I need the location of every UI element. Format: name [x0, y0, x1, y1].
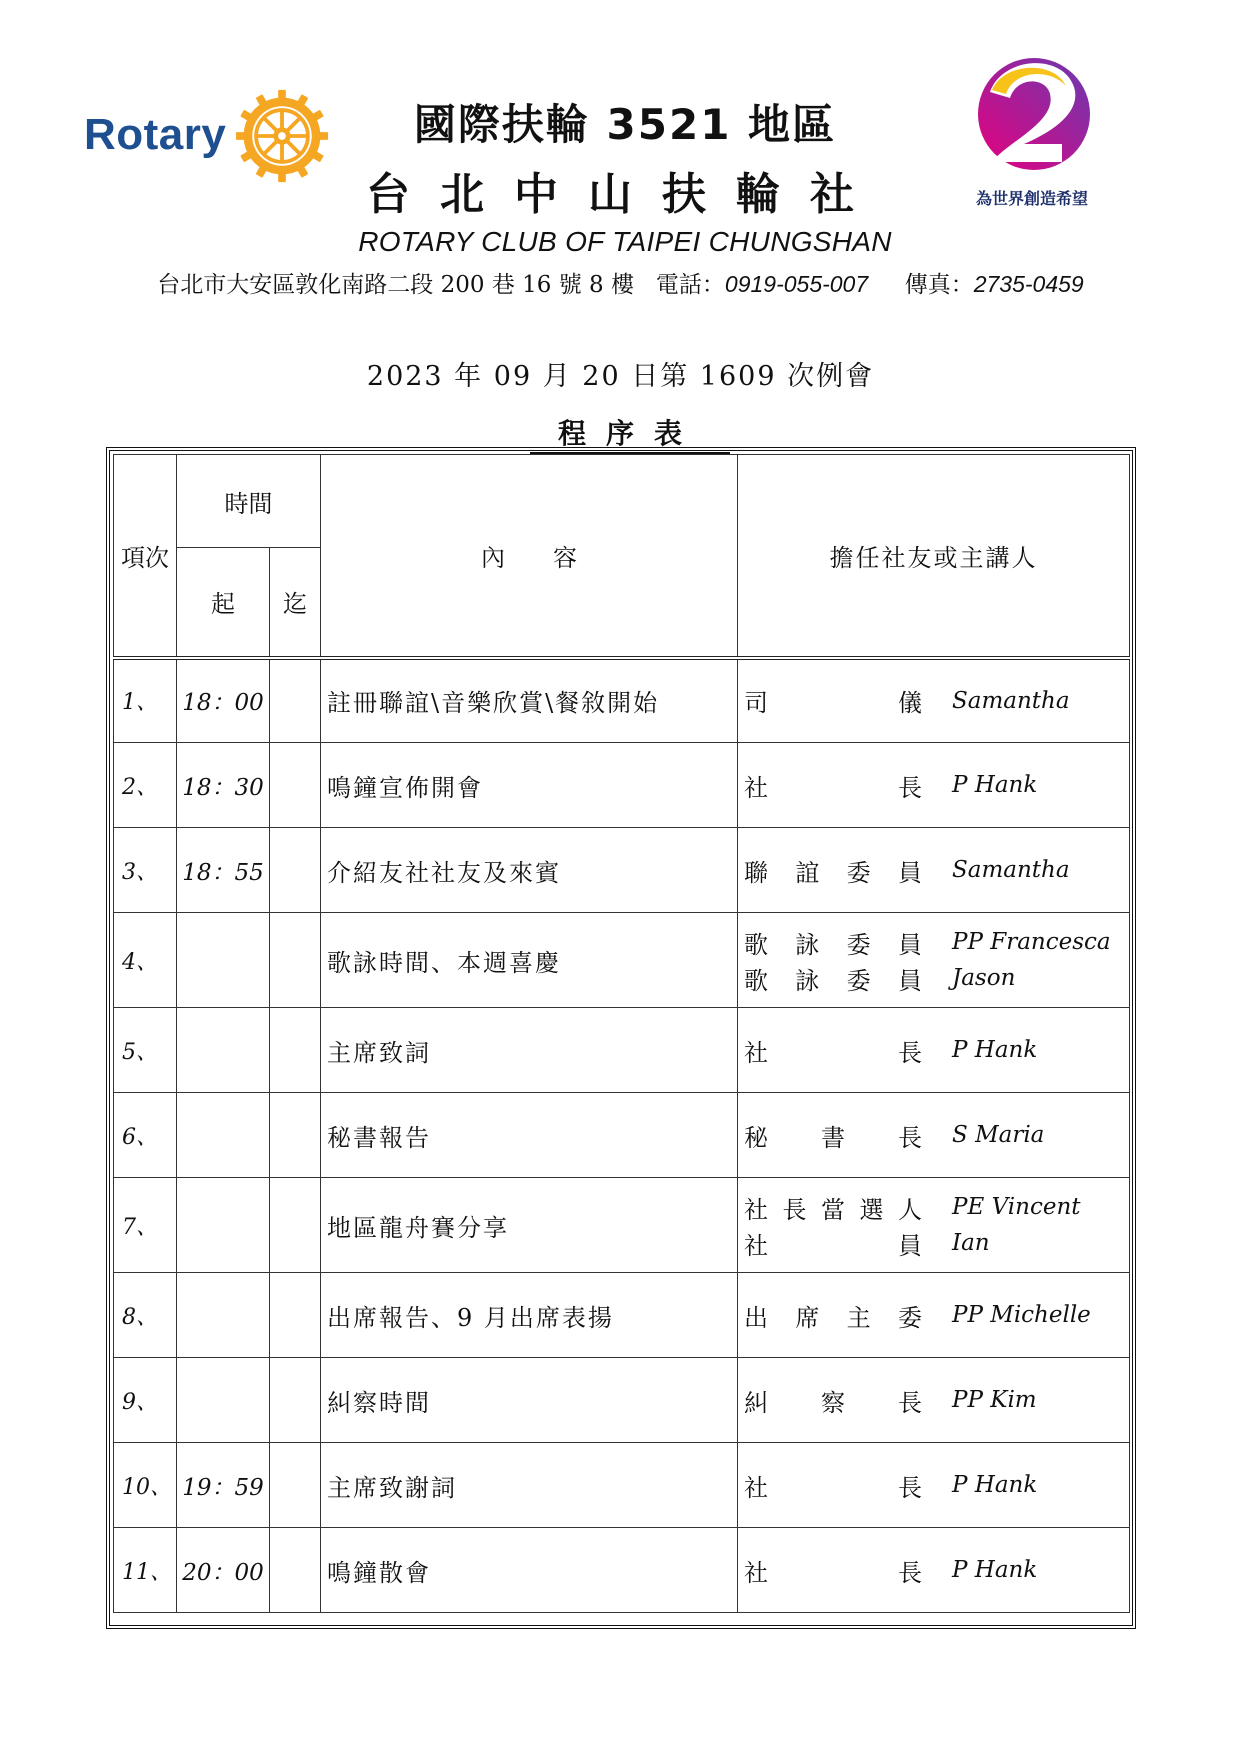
- meeting-date-line: 2023 年 09 月 20 日第 1609 次例會: [366, 361, 875, 392]
- header-end: 迄: [270, 548, 321, 658]
- host-name: S Maria: [952, 1122, 1045, 1148]
- end-time: [270, 658, 321, 743]
- program-table-frame: [106, 447, 1136, 1629]
- table-row: [114, 1178, 1130, 1273]
- start-time: [177, 1178, 270, 1273]
- start-time: [177, 1273, 270, 1358]
- agenda-content: 鳴鐘宣佈開會: [321, 743, 738, 828]
- table-row: [114, 828, 1130, 913]
- host-name: P Hank: [952, 1037, 1038, 1063]
- start-time: [177, 1008, 270, 1093]
- host-role: 社 長: [744, 773, 922, 802]
- agenda-content: 糾察時間: [321, 1358, 738, 1443]
- start-time: 18：30: [177, 743, 270, 828]
- end-time: [270, 1358, 321, 1443]
- host-cell: [738, 743, 1130, 828]
- host-entry: [744, 1467, 1129, 1503]
- host-entry: [744, 1032, 1129, 1068]
- item-number: 5、: [114, 1008, 177, 1093]
- host-entry: [744, 767, 1129, 803]
- host-entry: [744, 960, 1129, 996]
- header-host: 擔任社友或主講人: [738, 455, 1130, 658]
- fax-number: 2735-0459: [973, 271, 1084, 297]
- host-name: P Hank: [952, 1472, 1038, 1498]
- program-table: [113, 454, 1130, 1613]
- address: 台北市大安區敦化南路二段 200 巷 16 號 8 樓: [157, 272, 634, 298]
- host-role: 秘 書 長: [744, 1123, 922, 1152]
- host-role: 歌 詠 委 員: [744, 966, 922, 995]
- end-time: [270, 1528, 321, 1613]
- agenda-content: 介紹友社社友及來賓: [321, 828, 738, 913]
- host-name: PP Francesca: [952, 929, 1111, 955]
- host-role: 歌 詠 委 員: [744, 930, 922, 959]
- host-name: PE Vincent: [952, 1194, 1081, 1220]
- host-cell: [738, 1178, 1130, 1273]
- header-content: 內 容: [321, 455, 738, 658]
- host-name: Jason: [952, 965, 1016, 991]
- table-row: [114, 913, 1130, 1008]
- agenda-content: 主席致謝詞: [321, 1443, 738, 1528]
- end-time: [270, 1443, 321, 1528]
- phone-label: 電話：: [655, 272, 725, 298]
- table-row: [114, 1008, 1130, 1093]
- end-time: [270, 1273, 321, 1358]
- end-time: [270, 1093, 321, 1178]
- contact-line: [60, 266, 1181, 299]
- host-cell: [738, 1273, 1130, 1358]
- agenda-content: 歌詠時間、本週喜慶: [321, 913, 738, 1008]
- host-name: PP Michelle: [952, 1302, 1091, 1328]
- host-name: Ian: [952, 1230, 990, 1256]
- host-role: 司 儀: [744, 689, 922, 718]
- item-number: 7、: [114, 1178, 177, 1273]
- host-name: Samantha: [952, 687, 1070, 714]
- end-time: [270, 1178, 321, 1273]
- item-number: 1、: [114, 658, 177, 743]
- header-start: 起: [177, 548, 270, 658]
- item-number: 11、: [114, 1528, 177, 1613]
- theme-swirl-icon: [962, 52, 1102, 182]
- host-entry: [744, 924, 1129, 960]
- theme-logo: [962, 52, 1102, 212]
- item-number: 4、: [114, 913, 177, 1008]
- host-name: P Hank: [952, 1557, 1038, 1583]
- host-cell: [738, 658, 1130, 743]
- host-name: Samantha: [952, 857, 1070, 883]
- district-title: 國際扶輪 3521 地區: [413, 100, 837, 149]
- start-time: 20：00: [177, 1528, 270, 1613]
- agenda-content: 鳴鐘散會: [321, 1528, 738, 1613]
- host-cell: [738, 1358, 1130, 1443]
- host-role: 出 席 主 委: [744, 1303, 922, 1332]
- rotary-logo: [84, 88, 334, 188]
- item-number: 3、: [114, 828, 177, 913]
- item-number: 8、: [114, 1273, 177, 1358]
- end-time: [270, 828, 321, 913]
- host-role: 聯 誼 委 員: [744, 858, 922, 887]
- host-cell: [738, 1008, 1130, 1093]
- header-item: 項次: [114, 455, 177, 658]
- table-row: [114, 658, 1130, 743]
- agenda-content: 出席報告、9 月出席表揚: [321, 1273, 738, 1358]
- fax-label: 傳真：: [904, 272, 974, 298]
- host-name: PP Kim: [952, 1387, 1037, 1413]
- host-role: 社 長: [744, 1473, 922, 1502]
- start-time: 19：59: [177, 1443, 270, 1528]
- table-row: [114, 1093, 1130, 1178]
- header-time: 時間: [177, 455, 321, 548]
- start-time: 18：55: [177, 828, 270, 913]
- item-number: 2、: [114, 743, 177, 828]
- agenda-content: 註冊聯誼\音樂欣賞\餐敘開始: [321, 658, 738, 743]
- end-time: [270, 1008, 321, 1093]
- host-cell: [738, 1443, 1130, 1528]
- start-time: 18：00: [177, 658, 270, 743]
- host-entry: [744, 852, 1129, 888]
- rotary-wordmark: Rotary: [84, 110, 227, 159]
- host-entry: [744, 1189, 1129, 1225]
- end-time: [270, 743, 321, 828]
- table-row: [114, 1443, 1130, 1528]
- item-number: 6、: [114, 1093, 177, 1178]
- host-entry: [744, 683, 1129, 719]
- phone-number: 0919-055-007: [724, 271, 869, 297]
- table-row: [114, 743, 1130, 828]
- host-cell: [738, 828, 1130, 913]
- start-time: [177, 913, 270, 1008]
- host-name: P Hank: [952, 772, 1038, 798]
- host-cell: [738, 1093, 1130, 1178]
- host-entry: [744, 1552, 1129, 1588]
- host-role: 社 長 當 選 人: [744, 1195, 922, 1224]
- host-role: 糾 察 長: [744, 1388, 922, 1417]
- start-time: [177, 1093, 270, 1178]
- host-entry: [744, 1225, 1129, 1261]
- item-number: 10、: [114, 1443, 177, 1528]
- program-title: 程序表: [530, 412, 730, 454]
- club-title: 台北中山扶輪社: [366, 169, 884, 220]
- table-row: [114, 1528, 1130, 1613]
- theme-slogan: 為世界創造希望: [975, 189, 1088, 208]
- agenda-content: 主席致詞: [321, 1008, 738, 1093]
- host-entry: [744, 1117, 1129, 1153]
- host-entry: [744, 1382, 1129, 1418]
- agenda-content: 秘書報告: [321, 1093, 738, 1178]
- item-number: 9、: [114, 1358, 177, 1443]
- host-role: 社 長: [744, 1038, 922, 1067]
- agenda-content: 地區龍舟賽分享: [321, 1178, 738, 1273]
- host-cell: [738, 1528, 1130, 1613]
- host-role: 社 員: [744, 1231, 922, 1260]
- host-role: 社 長: [744, 1558, 922, 1587]
- start-time: [177, 1358, 270, 1443]
- host-entry: [744, 1297, 1129, 1333]
- club-english-name: ROTARY CLUB OF TAIPEI CHUNGSHAN: [358, 226, 892, 257]
- end-time: [270, 913, 321, 1008]
- host-cell: [738, 913, 1130, 1008]
- table-row: [114, 1358, 1130, 1443]
- table-row: [114, 1273, 1130, 1358]
